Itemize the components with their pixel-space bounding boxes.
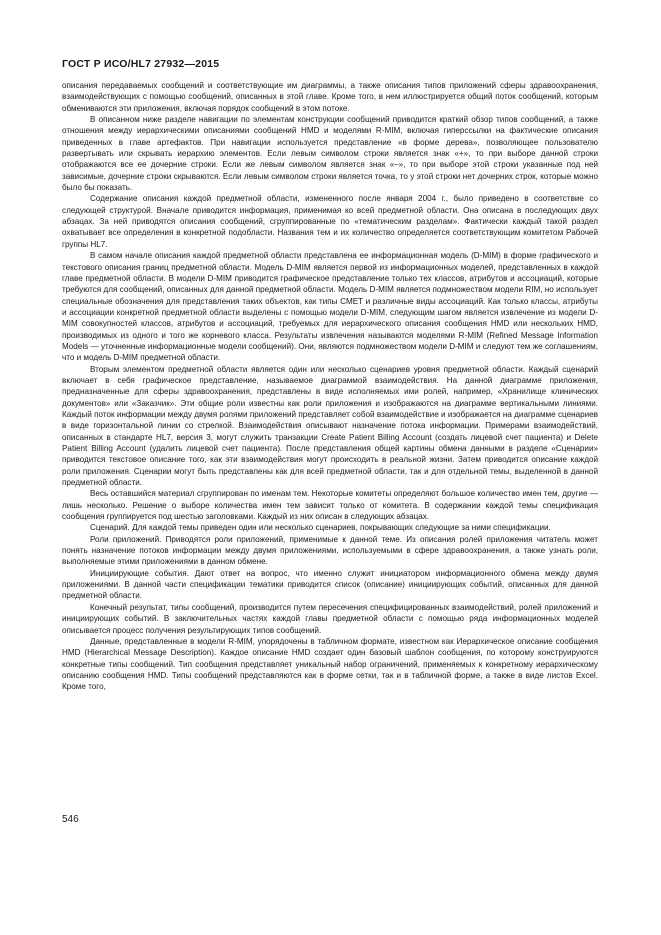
paragraph: Содержание описания каждой предметной области, измененного после января 2004 г., было приведено в соответствие со следующей структурой. Вначале приводится информация, применимая ко всей предметной области. Она описана в последующих двух абзацах. За ней приводятся описания сообщений, сгруппированные по «тематическим разделам». Фактически каждый такой раздел охватывает все определения в конкретной подобласти. Названия тем и их количество определяется соответствующим комитетом Рабочей группы HL7. <box>62 194 598 249</box>
paragraph: В самом начале описания каждой предметной области представлена ее информационная модель (D-MIM) в форме графического и текстового описания границ предметной области. Модель D-MIM является первой из информационных моделей, представленных в каждой главе предметной области. В модели D-MIM приводится графическое представление только тех классов, атрибутов и ассоциаций, которые требуются для сообщений, описанных для данной предметной области. Модель D-MIM является подмножеством модели RIM, но использует специальные обозначения для представления таких объектов, как типы CMET и различные виды ассоциаций. Как только классы, атрибуты и ассоциации конкретной предметной области выделены с помощью модели D-MIM, следующим шагом является извлечение из модели D-MIM совокупностей классов, атрибутов и ассоциаций, требуемых для иерархического описания сообщения HMD или нескольких HMD, производимых из одного и того же корневого класса. Результаты извлечения называются моделями R-MIM (Refined Message Information Models — уточненные информационные модели сообщений). Они, являются подмножеством модели D-MIM и следуют тем же соглашениям, что и модель D-MIM предметной области. <box>62 251 598 363</box>
paragraph: Конечный результат, типы сообщений, производится путем пересечения специфицированных взаимодействий, ролей приложений и инициирующих событий. В заключительных частях каждой главы предметной области с помощью ряда информационных моделей описывается процесс получения результирующих типов сообщений. <box>62 602 598 635</box>
paragraph: Данные, представленные в модели R-MIM, упорядочены в табличном формате, известном как Иерархическое описание сообщения HMD (Hierarchical Message Description). Каждое описание HMD создает один базовый шаблон сообщения, по которому конструируются конкретные типы сообщений. Тип сообщения представляет уникальный набор ограничений, применяемых к конкретному иерархическому описанию сообщения HMD. Типы сообщений представляются как в форме сетки, так и в табличной форме, а также в виде листов Excel. Кроме того, <box>62 636 598 692</box>
paragraph: Сценарий. Для каждой темы приведен один или несколько сценариев, покрывающих следующие за ними спецификации. <box>90 523 551 533</box>
paragraph: Роли приложений. Приводятся роли приложений, применимые к данной теме. Из описания ролей приложения читатель может понять назначение потоков информации между двумя приложениями, используемыми в сфере здравоохранения, а также узнать роли, выполняемые этими приложениями в данном обмене. <box>62 534 598 567</box>
body-text <box>62 80 598 693</box>
paragraph: Весь оставшийся материал сгруппирован по именам тем. Некоторые комитеты определяют большое количество имен тем, другие — лишь несколько. Решение о выборе количества имен тем зависит только от комитета. В содержании каждой темы спецификация сообщения группируется под шестью заголовками. Каждый из них описан в следующих абзацах. <box>62 489 598 522</box>
page-number: 546 <box>62 814 79 825</box>
paragraph: описания передаваемых сообщений и соответствующие им диаграммы, а также описания типов приложений сферы здравоохранения, взаимодействующих с помощью сообщений, описанных в этой главе. Кроме того, в нем иллюстрируется общий поток сообщений, которым обмениваются эти приложения, включая порядок сообщений в этом потоке. <box>62 81 598 113</box>
document-header: ГОСТ Р ИСО/HL7 27932—2015 <box>62 58 220 70</box>
paragraph: В описанном ниже разделе навигации по элементам конструкции сообщений приводится краткий обзор типов сообщений, а также отношения между иерархическими описаниями сообщений HMD и моделями R-MIM, включая гиперссылки на фактические описания приведенных в главе артефактов. При навигации используется представление «в форме дерева», позволяющее пользователю развертывать или скрывать иерархию элементов. Если левым символом строки является знак «+», то при выборе данной строки отображаются все ее дочерние строки. Если же левым символом является знак «–», то при выборе этой строки указанные под ней зависимые, дочерние строки скрываются. Если левым символом строки является точка, то у этой строки нет дочерних строк, которые можно было бы показать. <box>62 115 598 193</box>
paragraph: Вторым элементом предметной области является один или несколько сценариев уровня предметной области. Каждый сценарий включает в себя графическое представление, называемое диаграммой взаимодействия. На данной диаграмме приложения, предназначенные для сферы здравоохранения, представлены в виде исполняемых ими ролей, например, «Хранилище клинических документов» или «Заказчик». Эти общие роли известны как роли приложения и изображаются на диаграмме вертикальными линиями. Каждый поток информации между двумя ролями приложений представляет собой взаимодействие и изображается на диаграмме сценариев в виде горизонтальной линии со стрелкой. Взаимодействия описывают назначение потока информации. Примерами взаимодействий, описанных в стандарте HL7, версия 3, могут служить транзакции Create Patient Billing Account (создать лицевой счет пациента) и Delete Patient Billing Account (удалить лицевой счет пациента). После представления общей картины обмена данными в разделе «Сценарии» приводится текстовое описание того, как эти взаимодействия могут происходить в реальной жизни. Затем приводится описание каждой роли приложения. Сценарии могут быть представлены как для всей предметной области, так и для отдельной темы, выделенной в данной предметной области. <box>62 364 598 488</box>
paragraph: Инициирующие события. Дают ответ на вопрос, что именно служит инициатором информационного обмена между двумя приложениями. В данной части спецификации тематики приводится список (описание) инициирующих событий, описанных для данной предметной области. <box>62 568 598 601</box>
